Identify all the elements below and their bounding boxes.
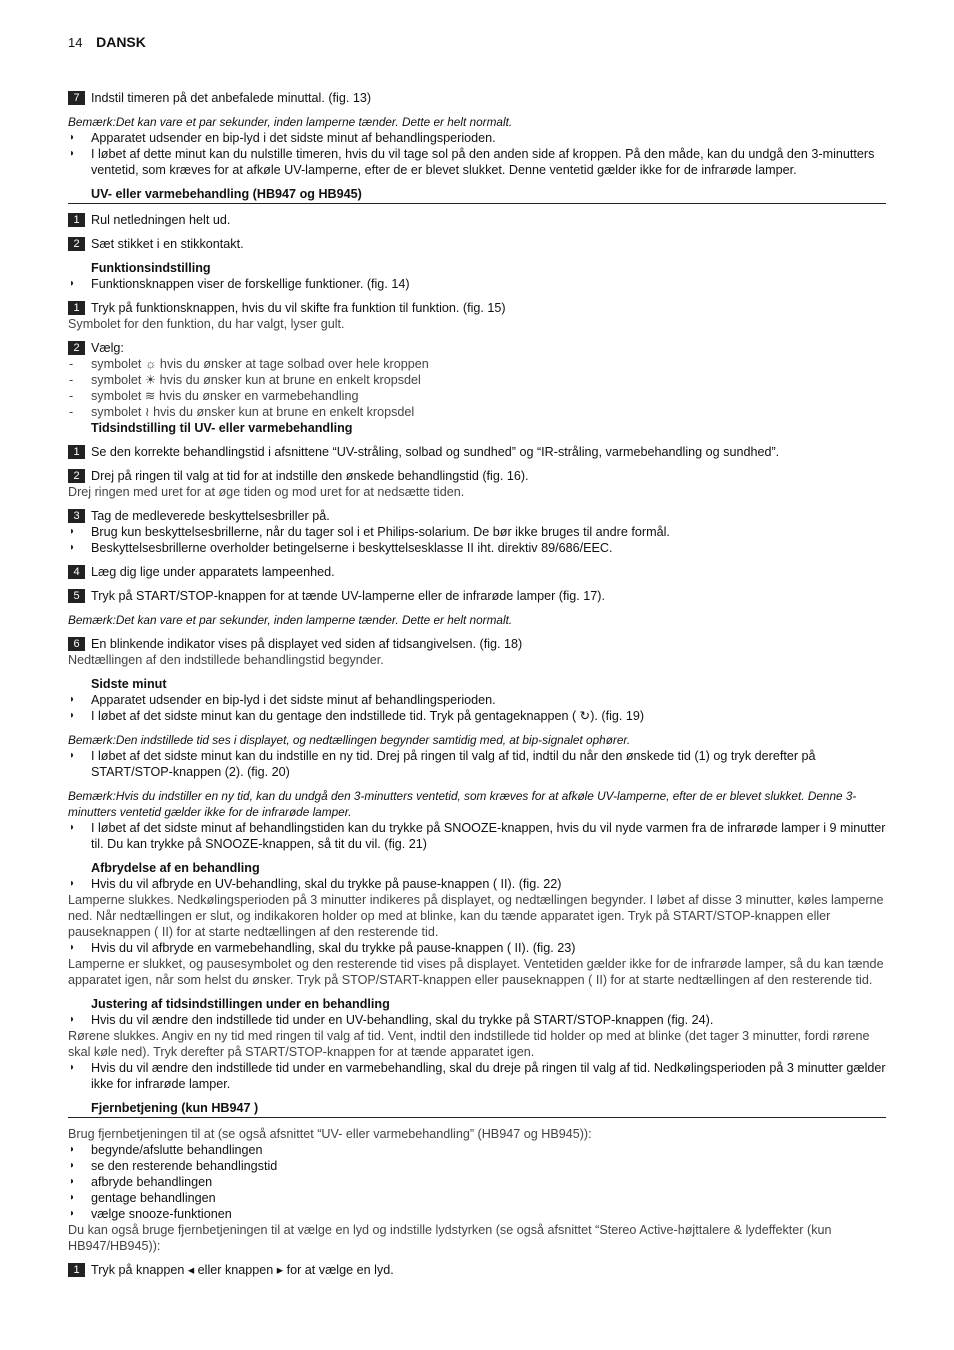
manual-content xyxy=(68,90,886,1278)
step-text: Se den korrekte behandlingstid i afsnittene “UV-stråling, solbad og sundhed” og “IR-stråling, varmebehandling og sundhed”. xyxy=(91,445,780,459)
step-text: Vælg: xyxy=(91,341,124,355)
bullet-item: ◗ I løbet af det sidste minut kan du gentage den indstillede tid. Tryk på gentageknappen ( ↻). (fig. 19) xyxy=(68,708,886,724)
bullet-description: Lamperne slukkes. Nedkølingsperioden på 3 minutter indikeres på displayet, og nedtællingen begynder. I løbet af disse 3 minutter, køles lamperne ned. Når nedtællingen er slut, og indikakoren holder op med at blinke, kan du tænde apparatet igen. Tryk på START/STOP-knappen eller pauseknappen ( II) for at starte nedtællingen af den resterende tid. xyxy=(68,893,884,939)
subsection-heading: Sidste minut xyxy=(91,677,167,691)
step-item xyxy=(68,1262,886,1278)
step-text: Tryk på knappen ◂ eller knappen ▸ for at vælge en lyd. xyxy=(91,1263,394,1277)
subsection-heading: Tidsindstilling til UV- eller varmebehandling xyxy=(91,421,353,435)
bullet-item: ◗ Hvis du vil afbryde en varmebehandling, skal du trykke på pause-knappen ( II). (fig. 23) xyxy=(68,940,886,956)
bullet-item: ◗ vælge snooze-funktionen xyxy=(68,1206,886,1222)
bullet-item: ◗ Apparatet udsender en bip-lyd i det sidste minut af behandlingsperioden. xyxy=(68,130,886,146)
step-description: Nedtællingen af den indstillede behandlingstid begynder. xyxy=(68,653,384,667)
note: Bemærk:Det kan vare et par sekunder, inden lamperne tænder. Dette er helt normalt. xyxy=(68,613,513,627)
bullet-description: Rørene slukkes. Angiv en ny tid med ringen til valg af tid. Vent, indtil den indstillede tid holder op med at blinke (det tager 3 minutter, fordi rørene skal køle ned). Tryk derefter på START/STOP-knappen for at tænde apparatet igen. xyxy=(68,1029,870,1059)
bullet-item: ◗ Funktionsknappen viser de forskellige funktioner. (fig. 14) xyxy=(68,276,886,292)
page-header xyxy=(68,34,146,50)
bullet-item: ◗ Brug kun beskyttelsesbrillerne, når du tager sol i et Philips-solarium. De bør ikke bruges til andre formål. xyxy=(68,524,886,540)
step-item xyxy=(68,508,886,524)
bullet-item: ◗ Beskyttelsesbrillerne overholder betingelserne i beskyttelsesklasse II iht. direktiv 89/686/EEC. xyxy=(68,540,886,556)
step-number: 3 xyxy=(68,509,85,523)
page-number: 14 xyxy=(68,35,83,50)
step-text: Læg dig lige under apparatets lampeenhed. xyxy=(91,565,335,579)
step-item xyxy=(68,636,886,652)
step-item xyxy=(68,468,886,484)
bullet-item: ◗ Apparatet udsender en bip-lyd i det sidste minut af behandlingsperioden. xyxy=(68,692,886,708)
step-number: 1 xyxy=(68,213,85,227)
step-text: En blinkende indikator vises på displayet ved siden af tidsangivelsen. (fig. 18) xyxy=(91,637,523,651)
choice-item: - symbolet ☼ hvis du ønsker at tage solbad over hele kroppen xyxy=(68,356,886,372)
step-description: Drej ringen med uret for at øge tiden og mod uret for at nedsætte tiden. xyxy=(68,485,465,499)
step-item xyxy=(68,300,886,316)
choice-item: - symbolet ≀ hvis du ønsker kun at brune en enkelt kropsdel xyxy=(68,404,886,420)
step-number: 1 xyxy=(68,1263,85,1277)
step-number: 5 xyxy=(68,589,85,603)
step-text: Tryk på funktionsknappen, hvis du vil skifte fra funktion til funktion. (fig. 15) xyxy=(91,301,506,315)
step-description: Symbolet for den funktion, du har valgt, lyser gult. xyxy=(68,317,345,331)
step-set-timer xyxy=(68,90,886,106)
step-text: Sæt stikket i en stikkontakt. xyxy=(91,237,244,251)
bullet-item: ◗ Hvis du vil ændre den indstillede tid under en UV-behandling, skal du trykke på START/STOP-knappen (fig. 24). xyxy=(68,1012,886,1028)
bullet-item: ◗ Hvis du vil afbryde en UV-behandling, skal du trykke på pause-knappen ( II). (fig. 22) xyxy=(68,876,886,892)
step-number: 2 xyxy=(68,237,85,251)
step-text: Drej på ringen til valg at tid for at indstille den ønskede behandlingstid (fig. 16). xyxy=(91,469,529,483)
bullet-item: ◗ se den resterende behandlingstid xyxy=(68,1158,886,1174)
subsection-heading: Afbrydelse af en behandling xyxy=(91,861,260,875)
step-text: Tag de medleverede beskyttelsesbriller på. xyxy=(91,509,330,523)
subsection-heading: Justering af tidsindstillingen under en behandling xyxy=(91,997,390,1011)
step-item xyxy=(68,236,886,252)
note: Bemærk:Hvis du indstiller en ny tid, kan du undgå den 3-minutters ventetid, som kræves for at afkøle UV-lamperne, efter de er blevet slukket. Denne 3-minutters ventetid gælder ikke for de infrarøde lamper. xyxy=(68,789,857,819)
section-heading: Fjernbetjening (kun HB947 ) xyxy=(68,1100,886,1118)
step-item xyxy=(68,588,886,604)
step-number: 4 xyxy=(68,565,85,579)
bullet-item: ◗ Hvis du vil ændre den indstillede tid under en varmebehandling, skal du dreje på ringen til valg af tid. Nedkølingsperioden på 3 minutter gælder ikke for infrarøde lamper. xyxy=(68,1060,886,1092)
step-text: Tryk på START/STOP-knappen for at tænde UV-lamperne eller de infrarøde lamper (fig. 17). xyxy=(91,589,605,603)
bullet-description: Lamperne er slukket, og pausesymbolet og den resterende tid vises på displayet. Ventetiden gælder ikke for de infrarøde lamper, så du kan tænde apparatet igen, når som helst du ønsker. Tryk på STOP/START-knappen eller pauseknappen ( II) for at starte nedtællingen af den resterende tid. xyxy=(68,957,884,987)
step-text: Indstil timeren på det anbefalede minuttal. (fig. 13) xyxy=(91,91,372,105)
step-number: 1 xyxy=(68,301,85,315)
paragraph: Brug fjernbetjeningen til at (se også afsnittet “UV- eller varmebehandling” (HB947 og HB945)): xyxy=(68,1127,592,1141)
step-item xyxy=(68,564,886,580)
choice-item: - symbolet ≋ hvis du ønsker en varmebehandling xyxy=(68,388,886,404)
step-number: 6 xyxy=(68,637,85,651)
language-title: DANSK xyxy=(96,34,146,50)
bullet-item: ◗ gentage behandlingen xyxy=(68,1190,886,1206)
note: Bemærk:Det kan vare et par sekunder, inden lamperne tænder. Dette er helt normalt. xyxy=(68,115,513,129)
section-heading: UV- eller varmebehandling (HB947 og HB945) xyxy=(68,186,886,204)
bullet-item: ◗ begynde/afslutte behandlingen xyxy=(68,1142,886,1158)
step-number: 2 xyxy=(68,469,85,483)
step-item xyxy=(68,212,886,228)
bullet-item: ◗ I løbet af det sidste minut af behandlingstiden kan du trykke på SNOOZE-knappen, hvis du vil nyde varmen fra de infrarøde lamper i 9 minutter til. Du kan trykke på SNOOZE-knappen, så tit du vil. (fig. 21) xyxy=(68,820,886,852)
bullet-item: ◗ I løbet af dette minut kan du nulstille timeren, hvis du vil tage sol på den anden side af kroppen. På den måde, kan du undgå den 3-minutters ventetid, som kræves for at afkøle UV-lamperne, efter de er blevet slukket. Denne ventetid gælder ikke for de infrarøde lamper. xyxy=(68,146,886,178)
step-item xyxy=(68,340,886,356)
step-text: Rul netledningen helt ud. xyxy=(91,213,231,227)
paragraph: Du kan også bruge fjernbetjeningen til at vælge en lyd og indstille lydstyrken (se også afsnittet “Stereo Active-højttalere & lydeffekter (kun HB947/HB945)): xyxy=(68,1223,832,1253)
subsection-heading: Funktionsindstilling xyxy=(91,261,211,275)
note: Bemærk:Den indstillede tid ses i displayet, og nedtællingen begynder samtidig med, at bip-signalet ophører. xyxy=(68,733,631,747)
choice-item: - symbolet ☀ hvis du ønsker kun at brune en enkelt kropsdel xyxy=(68,372,886,388)
step-item xyxy=(68,444,886,460)
step-number: 2 xyxy=(68,341,85,355)
bullet-item: ◗ I løbet af det sidste minut kan du indstille en ny tid. Drej på ringen til valg af tid, indtil du når den ønskede tid (1) og tryk derefter på START/STOP-knappen (2). (fig. 20) xyxy=(68,748,886,780)
bullet-item: ◗ afbryde behandlingen xyxy=(68,1174,886,1190)
step-number: 7 xyxy=(68,91,85,105)
step-number: 1 xyxy=(68,445,85,459)
